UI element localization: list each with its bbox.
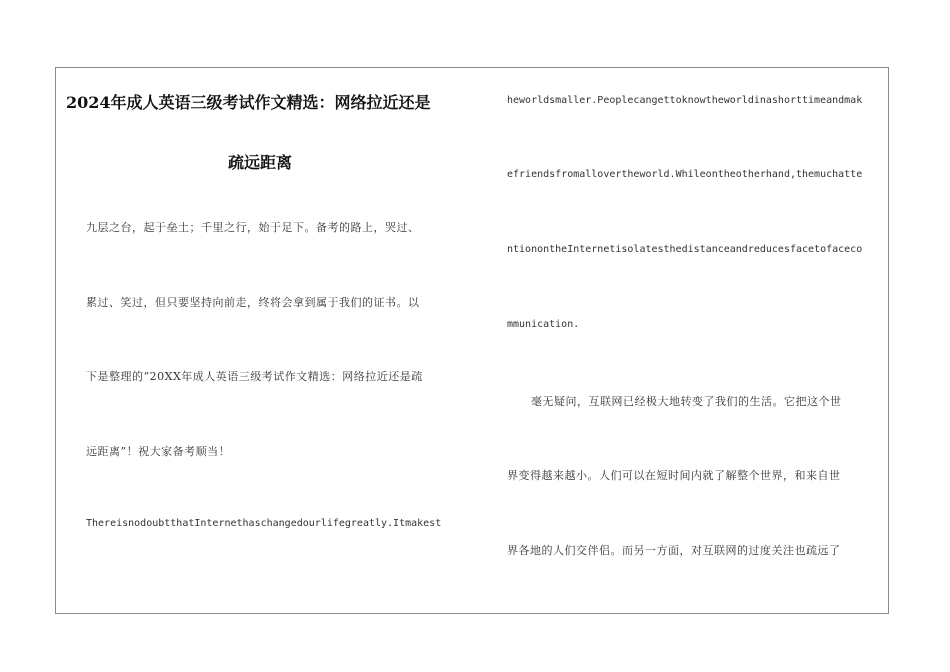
right-column-line-7: 界各地的人们交伴侣。而另一方面，对互联网的过度关注也疏远了 <box>507 544 841 557</box>
right-column-line-5: 毫无疑问，互联网已经极大地转变了我们的生活。它把这个世 <box>531 395 842 408</box>
left-column-line-5: ThereisnodoubtthatInternethaschangedourlifegreatly.Itmakest <box>86 518 442 529</box>
page-frame <box>55 67 889 614</box>
right-column-line-3: ntionontheInternetisolatesthedistanceandreducesfacetofaceco <box>507 244 863 255</box>
right-column-line-2: efriendsfromallovertheworld.Whileontheotherhand,themuchatte <box>507 169 863 180</box>
left-column-line-1: 九层之台，起于垒土；千里之行，始于足下。备考的路上，哭过、 <box>86 221 420 234</box>
right-column-line-1: heworldsmaller.Peoplecangettoknowtheworldinashorttimeandmak <box>507 95 863 106</box>
document-title-line-2: 疏远距离 <box>228 153 293 172</box>
document-title-line-1: 2024年成人英语三级考试作文精选：网络拉近还是 <box>66 93 431 112</box>
right-column-line-4: mmunication. <box>507 319 580 330</box>
left-column-line-2: 累过、笑过，但只要坚持向前走，终将会拿到属于我们的证书。以 <box>86 296 420 309</box>
left-column-line-3: 下是整理的“20XX年成人英语三级考试作文精选：网络拉近还是疏 <box>86 370 423 383</box>
right-column-line-6: 界变得越来越小。人们可以在短时间内就了解整个世界，和来自世 <box>507 469 841 482</box>
left-column-line-4: 远距离”！祝大家备考顺当！ <box>86 445 231 458</box>
